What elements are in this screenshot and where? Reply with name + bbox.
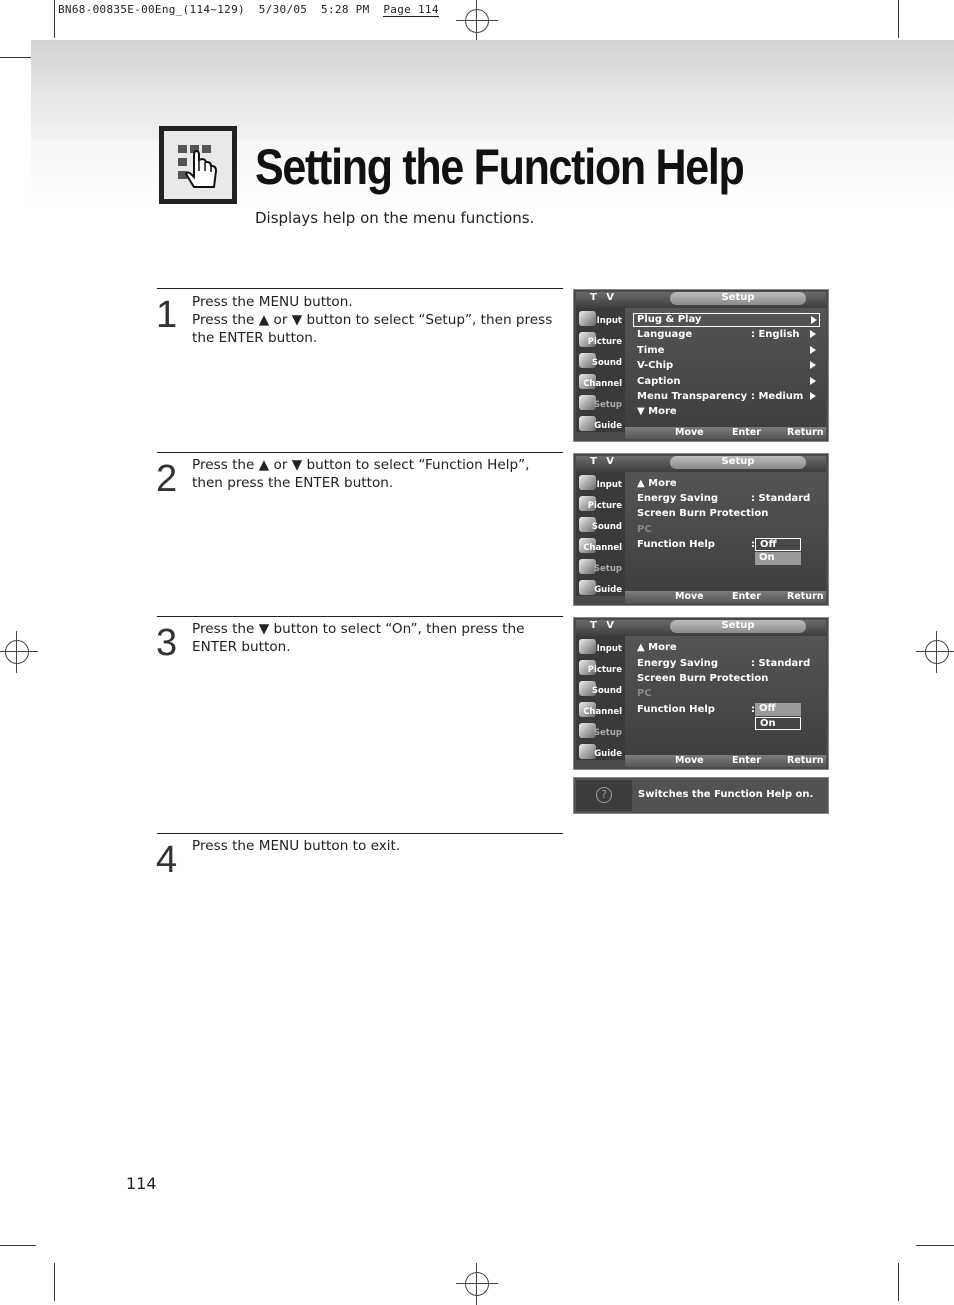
osd-sidebar-item-input[interactable]: Input [576,473,625,493]
arrow-right-icon [810,392,816,400]
crop-mark [916,1245,954,1246]
osd-footer-enter: Enter [732,591,761,602]
osd-menu-title: Setup [721,456,755,467]
step-number: 1 [156,294,178,336]
step-line: Press the ▼ button to select “On”, then press the ENTER button. [192,621,525,655]
osd-sidebar-item-sound[interactable]: Sound [576,351,625,371]
osd-menu-item: PC [637,688,652,699]
osd-footer [625,755,826,767]
input-icon [579,311,596,326]
osd-option-off[interactable]: Off [755,538,801,551]
hand-pressing-button-icon [159,126,237,204]
step-number: 2 [156,458,178,500]
osd-sidebar-item-sound[interactable]: Sound [576,515,625,535]
osd-menu-title: Setup [721,292,755,303]
osd-sidebar-item-channel[interactable]: Channel [576,372,625,392]
osd-option-off[interactable]: Off [755,703,801,716]
step-number: 3 [156,622,178,664]
osd-menu-item[interactable]: Screen Burn Protection [637,673,769,684]
osd-menu-item[interactable]: Function Help : [637,704,755,715]
osd-menu-list [625,636,826,758]
registration-mark-bottom [465,1272,489,1296]
osd-menu-item[interactable]: Screen Burn Protection [637,508,769,519]
osd-sidebar-item-picture[interactable]: Picture [576,658,625,678]
print-header [58,3,439,16]
osd-menu-item[interactable]: Menu Transparency : Medium [637,390,818,404]
input-icon [579,639,596,654]
page-subtitle: Displays help on the menu functions. [255,209,535,227]
osd-sidebar-item-channel[interactable]: Channel [576,700,625,720]
step-line: Press the ▲ or ▼ button to select “Function Help”, then press the ENTER button. [192,457,530,491]
help-icon-panel [576,780,632,811]
osd-footer-move: Move [675,427,704,438]
input-icon [579,475,596,490]
step-divider [157,288,563,289]
osd-tv-label: T V [590,620,618,631]
osd-menu-item-more[interactable]: ▲ More [637,478,677,489]
osd-sidebar-item-guide[interactable]: Guide [576,742,625,762]
osd-sidebar [576,308,625,432]
osd-footer-return: Return [787,755,824,766]
step-text [192,293,560,347]
step-text [192,456,560,492]
print-header-text: BN68-00835E-00Eng_(114~129) 5/30/05 5:28 PM [58,3,384,16]
osd-sidebar-item-input[interactable]: Input [576,637,625,657]
osd-menu-list [625,308,826,430]
osd-menu-item[interactable]: Energy Saving : Standard [637,658,811,669]
step-line: Press the MENU button to exit. [192,838,401,854]
registration-mark-top [465,9,489,33]
osd-footer [625,591,826,603]
arrow-right-icon [810,330,816,338]
registration-mark-left [5,640,29,664]
osd-menu-item[interactable]: Energy Saving : Standard [637,493,811,504]
step-text [192,837,560,855]
step-line: Press the MENU button. [192,294,353,310]
step-divider [157,452,563,453]
osd-footer-enter: Enter [732,755,761,766]
osd-menu-item: PC [637,524,652,535]
step-text [192,620,560,656]
osd-screen-function-help-on [573,617,829,770]
registration-mark-right [925,640,949,664]
arrow-right-icon [810,377,816,385]
crop-mark [898,0,899,38]
osd-sidebar-item-guide[interactable]: Guide [576,414,625,434]
osd-footer-return: Return [787,591,824,602]
osd-option-on[interactable]: On [755,552,801,565]
osd-menu-item[interactable]: Plug & Play [633,313,820,327]
osd-menu-item[interactable]: Caption [637,375,818,389]
arrow-right-icon [811,316,817,324]
question-icon: ? [596,787,612,803]
crop-mark [0,1245,36,1246]
osd-menu-item-more[interactable]: ▼ More [637,406,677,417]
step-number: 4 [156,839,178,881]
osd-menu-item[interactable]: Time [637,344,818,358]
osd-screen-setup-menu [573,289,829,442]
osd-footer [625,427,826,439]
page-number: 114 [126,1174,157,1193]
osd-option-on[interactable]: On [755,717,801,730]
osd-sidebar-item-guide[interactable]: Guide [576,578,625,598]
step-divider [157,833,563,834]
page-title: Setting the Function Help [255,139,744,195]
step-divider [157,616,563,617]
arrow-right-icon [810,346,816,354]
osd-sidebar-item-setup[interactable]: Setup [576,557,625,577]
osd-tv-label: T V [590,292,618,303]
function-help-bar [573,777,829,814]
osd-sidebar-item-sound[interactable]: Sound [576,679,625,699]
osd-sidebar [576,636,625,760]
osd-tv-label: T V [590,456,618,467]
header-banner [31,40,954,140]
osd-sidebar [576,472,625,596]
osd-menu-item[interactable]: V-Chip [637,359,818,373]
osd-footer-move: Move [675,591,704,602]
osd-menu-list [625,472,826,594]
osd-sidebar-item-setup[interactable]: Setup [576,721,625,741]
osd-menu-item[interactable]: Function Help : [637,539,755,550]
osd-sidebar-item-picture[interactable]: Picture [576,494,625,514]
osd-sidebar-item-setup[interactable]: Setup [576,393,625,413]
print-header-page: Page 114 [383,3,439,16]
osd-menu-item-more[interactable]: ▲ More [637,642,677,653]
osd-footer-return: Return [787,427,824,438]
osd-footer-enter: Enter [732,427,761,438]
osd-sidebar-item-picture[interactable]: Picture [576,330,625,350]
crop-mark [54,0,55,38]
osd-footer-move: Move [675,755,704,766]
crop-mark [54,1263,55,1301]
osd-screen-function-help-select [573,453,829,606]
osd-menu-title: Setup [721,620,755,631]
arrow-right-icon [810,361,816,369]
crop-mark [898,1263,899,1301]
osd-sidebar-item-channel[interactable]: Channel [576,536,625,556]
function-help-text: Switches the Function Help on. [638,789,814,800]
osd-menu-item[interactable]: Language : English [637,328,818,342]
osd-sidebar-item-input[interactable]: Input [576,309,625,329]
step-line: Press the ▲ or ▼ button to select “Setup”, then press the ENTER button. [192,312,553,346]
